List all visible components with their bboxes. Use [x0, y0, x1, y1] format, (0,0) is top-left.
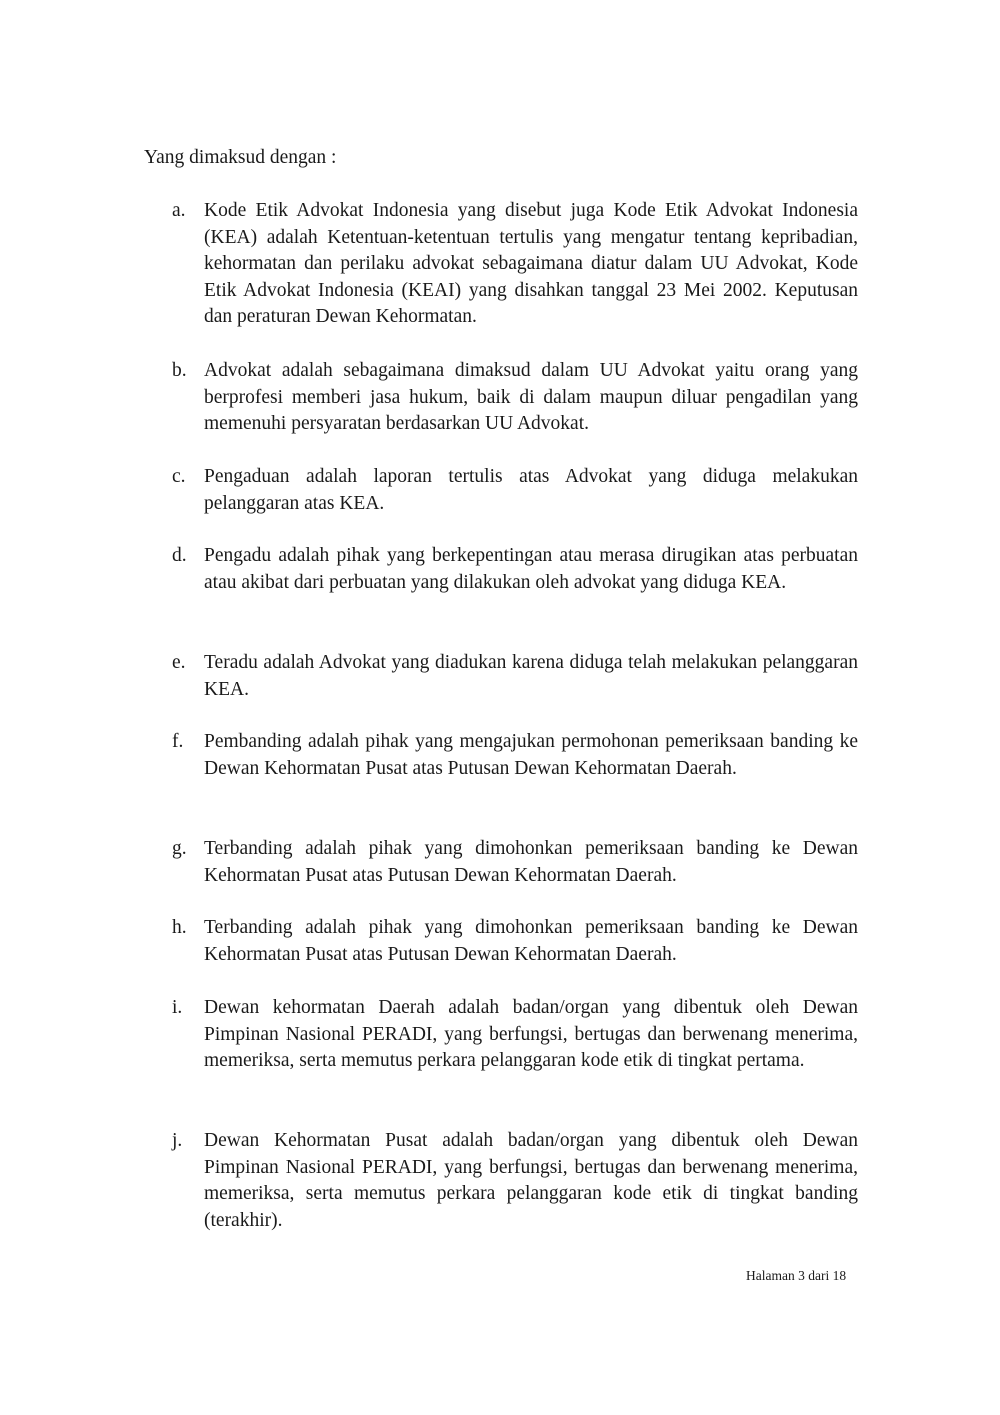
- list-marker: e.: [172, 652, 186, 673]
- list-item-g: [172, 836, 858, 889]
- list-item-a: [172, 198, 858, 331]
- intro-text: Yang dimaksud dengan :: [144, 147, 337, 168]
- list-marker: b.: [172, 360, 187, 381]
- list-item-text: Teradu adalah Advokat yang diadukan karena diduga telah melakukan pelanggaran KEA.: [204, 652, 858, 700]
- list-marker: j.: [172, 1130, 183, 1151]
- list-marker: a.: [172, 200, 186, 221]
- list-item-text: Terbanding adalah pihak yang dimohonkan pemeriksaan banding ke Dewan Kehormatan Pusat atas Putusan Dewan Kehormatan Daerah.: [204, 838, 858, 886]
- list-item-j: [172, 1128, 858, 1234]
- list-item-c: [172, 464, 858, 517]
- page-number: Halaman 3 dari 18: [746, 1268, 847, 1283]
- list-item-f: [172, 729, 858, 782]
- list-marker: c.: [172, 466, 186, 487]
- list-marker: i.: [172, 997, 183, 1018]
- list-item-text: Terbanding adalah pihak yang dimohonkan pemeriksaan banding ke Dewan Kehormatan Pusat atas Putusan Dewan Kehormatan Daerah.: [204, 917, 858, 965]
- list-marker: g.: [172, 838, 187, 859]
- list-marker: h.: [172, 917, 187, 938]
- list-item-text: Pembanding adalah pihak yang mengajukan permohonan pemeriksaan banding ke Dewan Kehormatan Pusat atas Putusan Dewan Kehormatan Daerah.: [204, 731, 858, 779]
- list-item-b: [172, 358, 858, 438]
- list-marker: d.: [172, 545, 187, 566]
- list-item-e: [172, 650, 858, 703]
- list-item-text: Kode Etik Advokat Indonesia yang disebut juga Kode Etik Advokat Indonesia (KEA) adalah Ketentuan-ketentuan tertulis yang mengatur tentang kepribadian, kehormatan dan perilaku advokat sebagaimana diatur dalam UU Advokat, Kode Etik Advokat Indonesia (KEAI) yang disahkan tanggal 23 Mei 2002. Keputusan dan peraturan Dewan Kehormatan.: [204, 200, 858, 327]
- list-item-text: Dewan Kehormatan Pusat adalah badan/organ yang dibentuk oleh Dewan Pimpinan Nasional PERADI, yang berfungsi, bertugas dan berwenang menerima, memeriksa, serta memutus perkara pelanggaran kode etik di tingkat banding (terakhir).: [204, 1130, 858, 1231]
- list-item-text: Pengadu adalah pihak yang berkepentingan atau merasa dirugikan atas perbuatan atau akibat dari perbuatan yang dilakukan oleh advokat yang diduga KEA.: [204, 545, 858, 593]
- list-marker: f.: [172, 731, 184, 752]
- list-item-i: [172, 995, 858, 1075]
- list-item-h: [172, 915, 858, 968]
- list-item-d: [172, 543, 858, 596]
- list-item-text: Pengaduan adalah laporan tertulis atas Advokat yang diduga melakukan pelanggaran atas KEA.: [204, 466, 858, 514]
- list-item-text: Advokat adalah sebagaimana dimaksud dalam UU Advokat yaitu orang yang berprofesi memberi jasa hukum, baik di dalam maupun diluar pengadilan yang memenuhi persyaratan berdasarkan UU Advokat.: [204, 360, 858, 434]
- list-item-text: Dewan kehormatan Daerah adalah badan/organ yang dibentuk oleh Dewan Pimpinan Nasional PERADI, yang berfungsi, bertugas dan berwenang menerima, memeriksa, serta memutus perkara pelanggaran kode etik di tingkat pertama.: [204, 997, 858, 1071]
